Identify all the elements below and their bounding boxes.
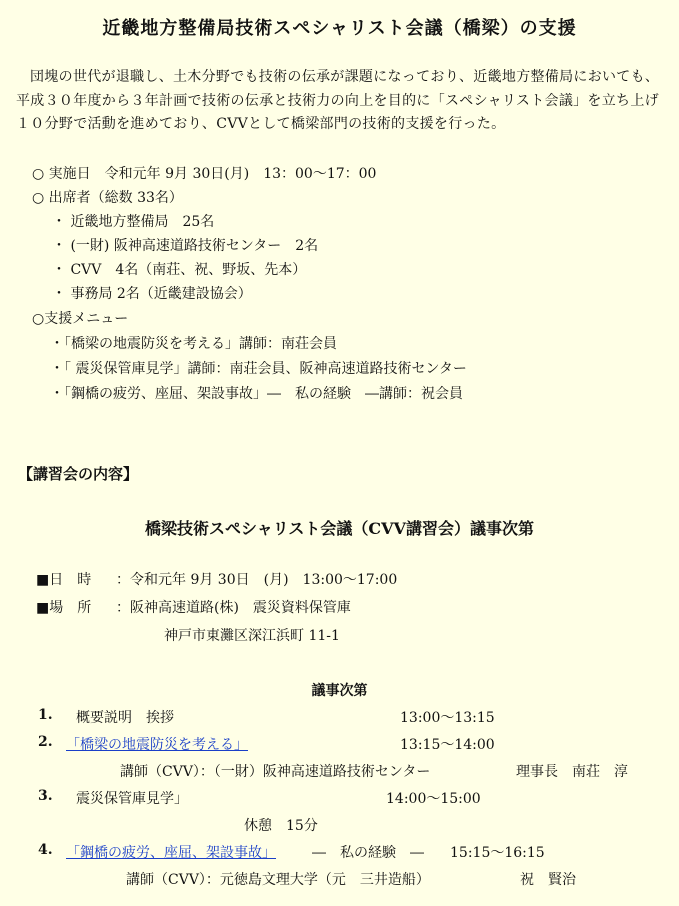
venue-value: ：阪神高速道路(株) 震災資料保管庫 [116,600,351,616]
lecturer-line: 講師（CVV）：元徳島文理大学（元 三井造船） [126,872,430,888]
attendee-item: ・ 近畿地方整備局 25名 [52,214,215,230]
steel-bridge-lecture-link[interactable]: 「鋼橋の疲労、座屈、架設事故」 [66,845,276,861]
agenda-item-suffix: ― 私の経験 ― [312,845,424,861]
seismic-lecture-link[interactable]: 「橋梁の地震防災を考える」 [66,737,248,753]
venue-label: ■場 所 [36,600,92,616]
break-line: 休憩 15分 [244,818,318,834]
attendees-heading: ○ 出席者（総数 33名） [32,190,183,206]
agenda-item-time: 13:00～13:15 [400,710,495,726]
date-line: ○ 実施日 令和元年 9月 30日(月) 13：00～17：00 [32,166,377,182]
agenda-item-text: 概要説明 挨拶 [76,710,174,726]
support-menu-item: ・「 震災保管庫見学」講師：南荘会員、阪神高速道路技術センター [50,361,467,377]
agenda-item-text: 震災保管庫見学」 [76,791,188,807]
support-menu-item: ・「橋梁の地震防災を考える」講師：南荘会員 [50,336,337,352]
lecturer-name: 祝 賢治 [520,872,576,888]
agenda-heading: 議事次第 [311,683,368,699]
lecturer-name: 理事長 南荘 淳 [516,764,628,780]
agenda-item-number: 1. [38,707,53,723]
agenda-item-number: 4. [38,842,53,858]
agenda-title: 橋梁技術スペシャリスト会議（CVV講習会）議事次第 [145,519,534,538]
agenda-item-number: 2. [38,734,53,750]
support-menu-item: ・「鋼橋の疲労、座屈、架設事故」― 私の経験 ―講師：祝会員 [50,386,463,402]
agenda-item-time: 15:15～16:15 [450,845,545,861]
attendee-item: ・ 事務局 2名（近畿建設協会） [52,286,252,302]
lecturer-line: 講師（CVV）：（一財）阪神高速道路技術センター [120,764,431,780]
datetime-label: ■日 時 [36,572,92,588]
support-menu-heading: ○支援メニュー [32,311,129,327]
venue-address: 神戸市東灘区深江浜町 11-1 [164,628,340,644]
datetime-value: ：令和元年 9月 30日 (月) 13:00～17:00 [116,572,398,588]
attendee-item: ・ CVV 4名（南荘、祝、野坂、先本） [52,262,307,278]
section-heading: 【講習会の内容】 [18,465,139,483]
attendee-item: ・ (一財) 阪神高速道路技術センター 2名 [52,238,319,254]
intro-paragraph: 団塊の世代が退職し、土木分野でも技術の伝承が課題になっており、近畿地方整備局においても、平成３０年度から３年計画で技術の伝承と技術力の向上を目的に「スペシャリスト会議」を立ち上げ１０分野で活動を進めており、CVVとして橋梁部門の技術的支援を行った。 [16,69,660,132]
agenda-item-time: 14:00～15:00 [386,791,481,807]
page-title: 近畿地方整備局技術スペシャリスト会議（橋梁）の支援 [102,18,577,39]
agenda-item-time: 13:15～14:00 [400,737,495,753]
agenda-item-number: 3. [38,788,53,804]
